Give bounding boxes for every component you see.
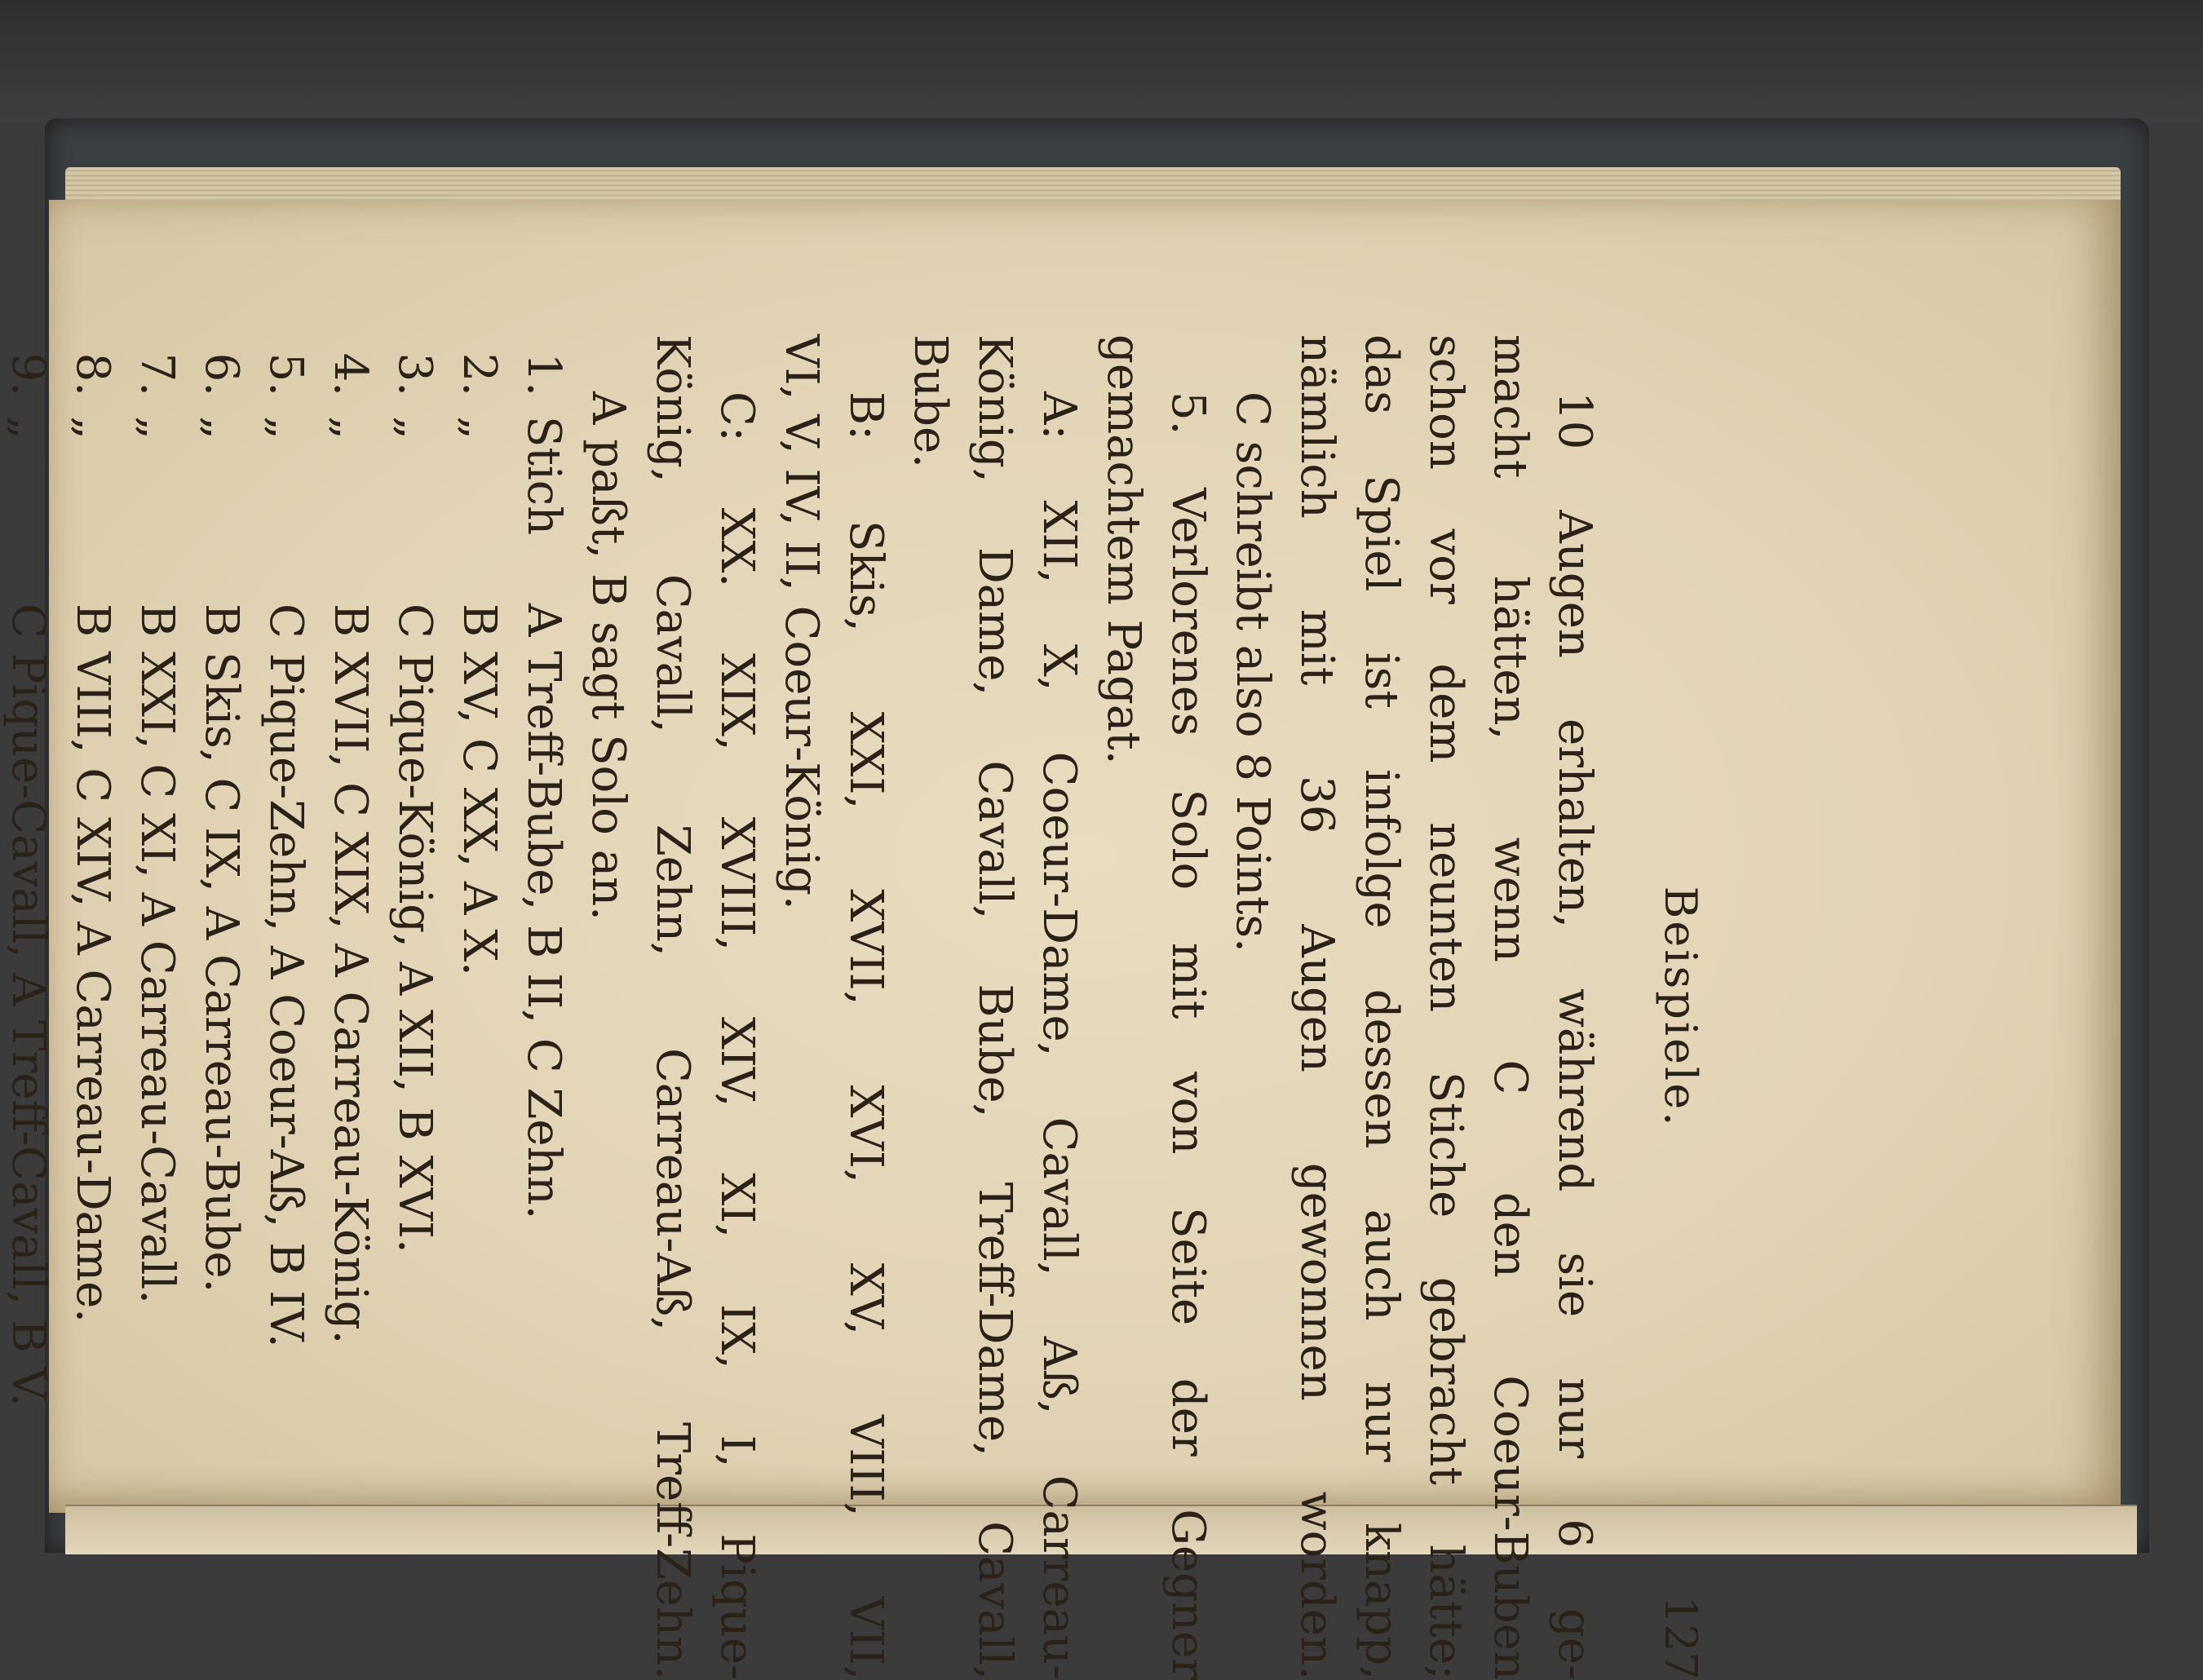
- text-line: 5. Verlorenes Solo mit von Seite der Gegner: [1161, 391, 1214, 1680]
- trick-text: B XXI, C XI, A Carreau-Cavall.: [130, 603, 184, 1305]
- trick-label: „: [66, 416, 119, 440]
- trick-row: [125, 334, 189, 1680]
- trick-number: 4.: [324, 352, 377, 396]
- text-line: schon vor dem neunten Stiche gebracht hätte;: [1419, 334, 1472, 1680]
- backdrop: [0, 0, 2203, 122]
- text-line: C: XX. XIX, XVIII, XIV, XI, IX, I, Pique-: [710, 391, 763, 1680]
- points-line: C schreibt also 8 Points.: [1226, 391, 1279, 953]
- page-number: 127: [1655, 1595, 1706, 1680]
- trick-text: B VIII, C XIV, A Carreau-Dame.: [66, 603, 119, 1324]
- trick-row: [60, 334, 125, 1680]
- text-line: gemachtem Pagat.: [1097, 334, 1150, 765]
- trick-text: B XVII, C XIX, A Carreau-König.: [324, 603, 377, 1345]
- trick-row: [189, 334, 254, 1680]
- trick-list: [0, 334, 576, 1680]
- trick-row: [511, 334, 576, 1680]
- trick-text: B Skis, C IX, A Carreau-Bube.: [195, 603, 248, 1293]
- text-line: A: XII, X, Coeur-Dame, Cavall, Aß, Carreau-: [1033, 391, 1086, 1680]
- page-header: [1639, 334, 1713, 1680]
- trick-label: „: [259, 416, 312, 440]
- running-head: Beispiele.: [1655, 886, 1706, 1129]
- trick-row: [254, 334, 318, 1680]
- trick-number: 5.: [259, 352, 312, 396]
- trick-number: 8.: [66, 352, 119, 396]
- trick-label: „: [453, 416, 506, 440]
- text-line: das Spiel ist infolge dessen auch nur knapp,: [1355, 334, 1408, 1680]
- page-text: [0, 334, 1713, 1680]
- text-line: VI, V, IV, II, Coeur-König.: [775, 334, 828, 910]
- trick-number: 2.: [453, 352, 506, 396]
- bidding-line: A paßt, B sagt Solo an.: [582, 391, 635, 921]
- text-line: König, Dame, Cavall, Bube, Treff-Dame, Cavall,: [968, 334, 1021, 1680]
- trick-number: 7.: [130, 352, 184, 396]
- text-line: 10 Augen erhalten, während sie nur 6 ge-: [1548, 391, 1601, 1680]
- text-line: nämlich mit 36 Augen gewonnen worden.: [1290, 334, 1343, 1680]
- text-line: Bube.: [904, 334, 957, 469]
- trick-number: 1.: [517, 352, 570, 396]
- trick-label: „: [130, 416, 184, 440]
- hand-a: [898, 334, 1091, 1680]
- trick-label: „: [324, 416, 377, 440]
- trick-number: 6.: [195, 352, 248, 396]
- text-line: König, Cavall, Zehn, Carreau-Aß, Treff-Zehn.: [646, 334, 699, 1680]
- trick-number: 3.: [388, 352, 441, 396]
- paragraph-continuation: [1220, 334, 1607, 1680]
- trick-label: „: [2, 416, 55, 440]
- example-heading: [1091, 334, 1220, 1680]
- trick-row: [447, 334, 511, 1680]
- trick-row: [383, 334, 447, 1680]
- trick-text: C Pique-Cavall, A Treff-Cavall, B V.: [2, 603, 55, 1408]
- trick-text: C Pique-König, A XII, B XVI.: [388, 603, 441, 1253]
- trick-row: [0, 334, 60, 1680]
- trick-label: „: [388, 416, 441, 440]
- hand-c: [640, 334, 769, 1680]
- trick-text: A Treff-Bube, B II, C Zehn.: [517, 603, 570, 1220]
- trick-row: [318, 334, 383, 1680]
- hand-b: [769, 334, 898, 1680]
- text-line: B: Skis, XXI, XVII, XVI, XV, VIII, VII,: [839, 391, 892, 1680]
- trick-number: 9.: [2, 352, 55, 396]
- trick-text: C Pique-Zehn, A Coeur-Aß, B IV.: [259, 603, 312, 1348]
- trick-text: B XV, C XX, A X.: [453, 603, 506, 976]
- text-line: macht hätten, wenn C den Coeur-Buben: [1484, 334, 1537, 1680]
- trick-label: Stich: [517, 416, 570, 536]
- trick-label: „: [195, 416, 248, 440]
